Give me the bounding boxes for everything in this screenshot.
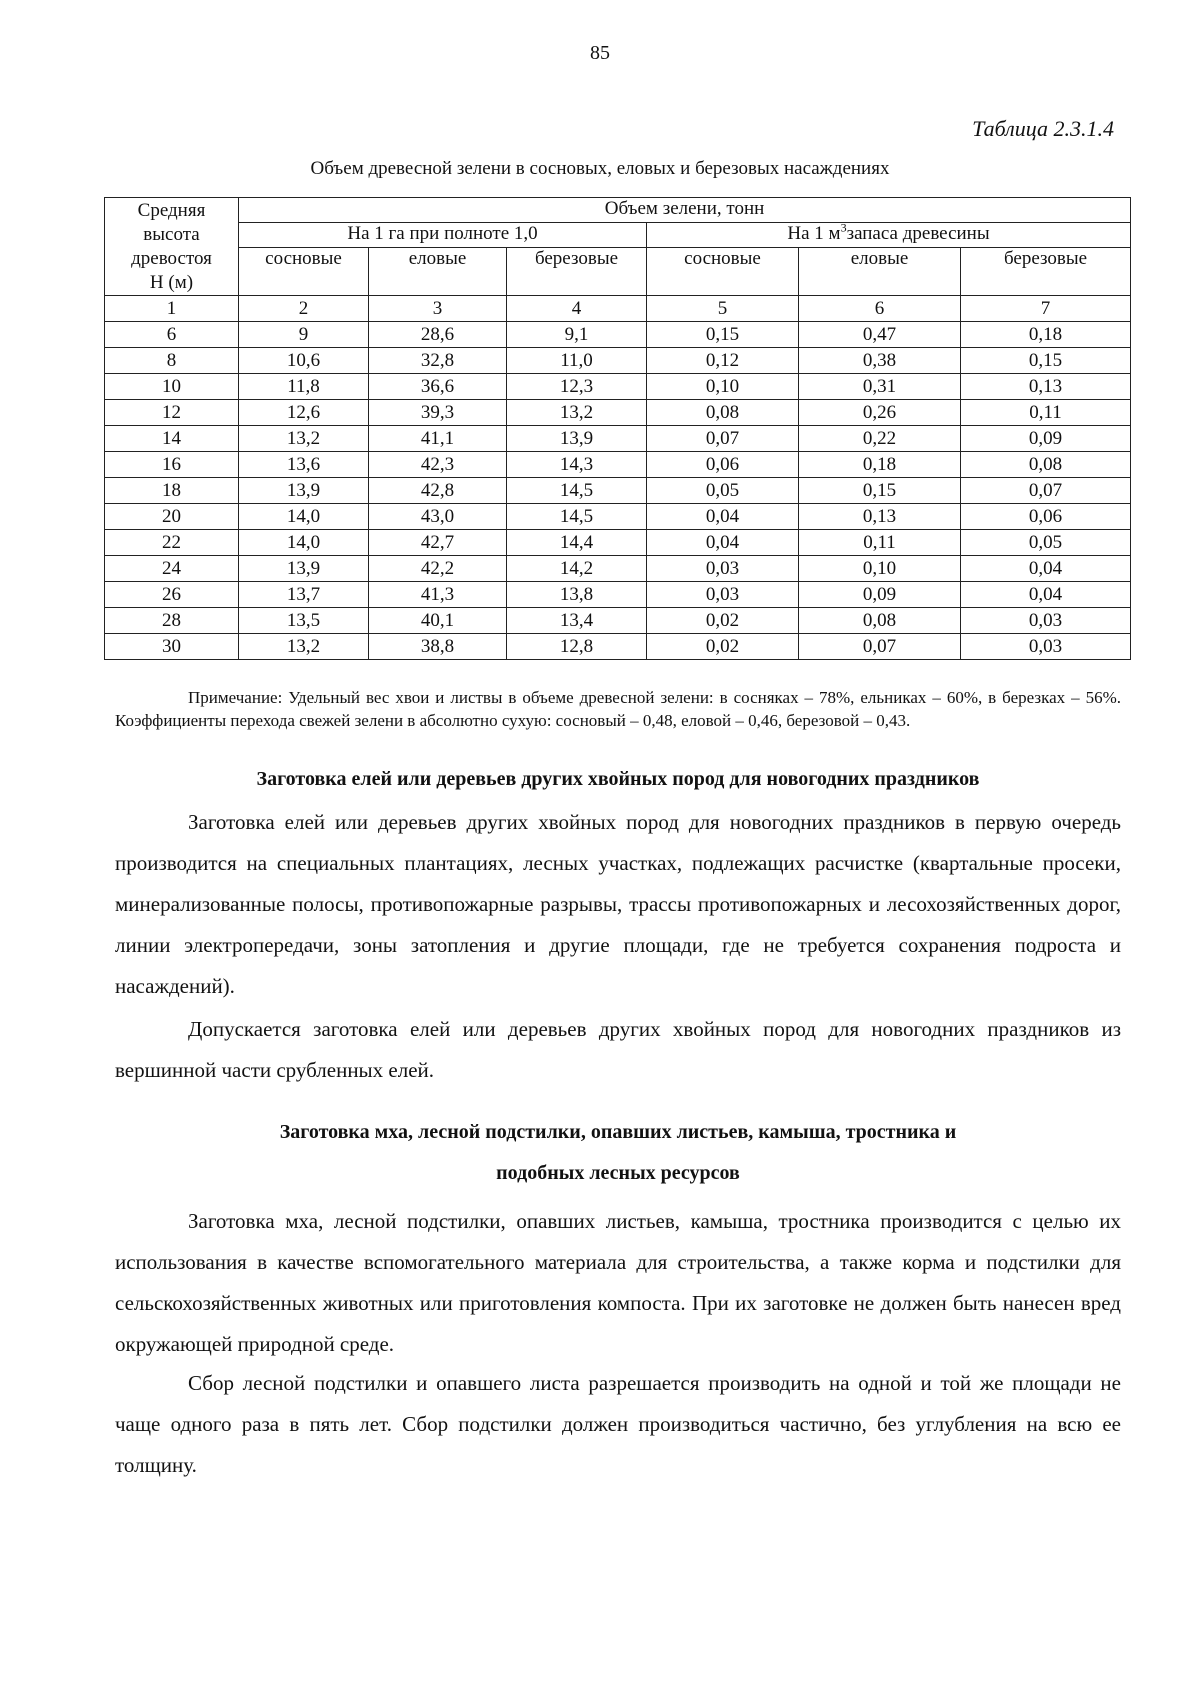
volume-cell: 0,05 xyxy=(647,478,799,504)
height-cell: 28 xyxy=(105,608,239,634)
volume-cell: 9,1 xyxy=(507,322,647,348)
volume-cell: 41,1 xyxy=(369,426,507,452)
header-per-hectare: На 1 га при полноте 1,0 xyxy=(239,223,647,248)
volume-cell: 42,2 xyxy=(369,556,507,582)
volume-cell: 14,2 xyxy=(507,556,647,582)
volume-cell: 0,04 xyxy=(961,556,1131,582)
volume-cell: 0,15 xyxy=(647,322,799,348)
height-cell: 18 xyxy=(105,478,239,504)
height-cell: 14 xyxy=(105,426,239,452)
table-caption: Объем древесной зелени в сосновых, еловых и березовых насаждениях xyxy=(310,158,890,179)
volume-cell: 13,9 xyxy=(239,556,369,582)
page-number: 85 xyxy=(590,42,610,64)
volume-cell: 14,5 xyxy=(507,478,647,504)
volume-cell: 43,0 xyxy=(369,504,507,530)
volume-cell: 14,3 xyxy=(507,452,647,478)
volume-cell: 0,13 xyxy=(961,374,1131,400)
volume-cell: 42,3 xyxy=(369,452,507,478)
volume-cell: 41,3 xyxy=(369,582,507,608)
volume-cell: 0,07 xyxy=(799,634,961,660)
height-cell: 24 xyxy=(105,556,239,582)
volume-cell: 0,07 xyxy=(961,478,1131,504)
table-row xyxy=(105,556,1131,582)
table-row xyxy=(105,426,1131,452)
volume-cell: 0,04 xyxy=(647,530,799,556)
volume-cell: 0,38 xyxy=(799,348,961,374)
height-cell: 22 xyxy=(105,530,239,556)
table-row xyxy=(105,322,1131,348)
table-row xyxy=(105,582,1131,608)
volume-cell: 0,03 xyxy=(961,634,1131,660)
header-per-cubic-meter xyxy=(647,220,1131,248)
table-row xyxy=(105,530,1131,556)
volume-cell: 0,11 xyxy=(961,400,1131,426)
volume-cell: 13,9 xyxy=(507,426,647,452)
volume-cell: 0,22 xyxy=(799,426,961,452)
cubic-superscript: 3 xyxy=(840,220,847,235)
section-heading-christmas-trees: Заготовка елей или деревьев других хвойных пород для новогодних праздников xyxy=(256,768,980,790)
header-per-cubic-meter-suffix: запаса древесины xyxy=(846,223,990,244)
height-cell: 30 xyxy=(105,634,239,660)
volume-cell: 14,0 xyxy=(239,530,369,556)
volume-cell: 0,06 xyxy=(647,452,799,478)
column-number: 5 xyxy=(647,296,799,322)
paragraph: Заготовка елей или деревьев других хвойных пород для новогодних праздников в первую очередь производится на специальных плантациях, лесных участках, подлежащих расчистке (квартальные просеки, минерализованные полосы, противопожарные разрывы, трассы противопожарных и лесохозяйственных дорог, линии электропередачи, зоны затопления и другие площади, где не требуется сохранения подроста и насаждений). xyxy=(115,810,1121,998)
volume-cell: 0,07 xyxy=(647,426,799,452)
volume-cell: 0,03 xyxy=(647,582,799,608)
height-cell: 26 xyxy=(105,582,239,608)
paragraph: Сбор лесной подстилки и опавшего листа разрешается производить на одной и той же площади не чаще одного раза в пять лет. Сбор подстилки должен производиться частично, без углубления на всю ее толщину. xyxy=(115,1371,1121,1477)
volume-cell: 9 xyxy=(239,322,369,348)
volume-cell: 0,31 xyxy=(799,374,961,400)
volume-cell: 0,05 xyxy=(961,530,1131,556)
section-heading-line: подобных лесных ресурсов xyxy=(496,1162,740,1184)
table-row xyxy=(105,608,1131,634)
volume-cell: 0,18 xyxy=(799,452,961,478)
volume-cell: 42,7 xyxy=(369,530,507,556)
table-row xyxy=(105,374,1131,400)
header-height-line: древостоя xyxy=(131,248,212,269)
section-heading-moss-litter xyxy=(115,1112,1121,1194)
section-heading-line: Заготовка мха, лесной подстилки, опавших листьев, камыша, тростника и xyxy=(279,1121,957,1143)
volume-cell: 0,10 xyxy=(647,374,799,400)
volume-cell: 0,08 xyxy=(961,452,1131,478)
header-height-line: Средняя xyxy=(137,200,206,221)
volume-cell: 11,8 xyxy=(239,374,369,400)
height-cell: 16 xyxy=(105,452,239,478)
table-row xyxy=(105,634,1131,660)
column-number: 2 xyxy=(239,296,369,322)
volume-cell: 0,47 xyxy=(799,322,961,348)
volume-cell: 0,03 xyxy=(647,556,799,582)
column-number-row xyxy=(105,296,1131,322)
header-species: березовые xyxy=(507,248,647,296)
header-per-cubic-meter-prefix: На 1 м xyxy=(787,223,841,244)
column-number: 4 xyxy=(507,296,647,322)
table-row xyxy=(105,452,1131,478)
column-number: 6 xyxy=(799,296,961,322)
column-number: 1 xyxy=(105,296,239,322)
height-cell: 8 xyxy=(105,348,239,374)
header-species: сосновые xyxy=(647,248,799,296)
table-header-row-2 xyxy=(105,223,1131,248)
volume-cell: 0,10 xyxy=(799,556,961,582)
volume-cell: 0,04 xyxy=(647,504,799,530)
volume-cell: 0,08 xyxy=(799,608,961,634)
table-header-row-3 xyxy=(105,248,1131,296)
volume-cell: 0,15 xyxy=(799,478,961,504)
paragraph: Заготовка мха, лесной подстилки, опавших листьев, камыша, тростника производится с целью их использования в качестве вспомогательного материала для строительства, а также корма и подстилки для сельскохозяйственных животных или приготовления компоста. При их заготовке не должен быть нанесен вред окружающей природной среде. xyxy=(115,1209,1121,1356)
volume-cell: 0,12 xyxy=(647,348,799,374)
volume-cell: 32,8 xyxy=(369,348,507,374)
header-height-line: Н (м) xyxy=(149,272,194,293)
height-cell: 6 xyxy=(105,322,239,348)
header-volume-group: Объем зелени, тонн xyxy=(239,198,1131,223)
table-row xyxy=(105,348,1131,374)
table-body xyxy=(105,322,1131,660)
volume-cell: 38,8 xyxy=(369,634,507,660)
volume-cell: 13,8 xyxy=(507,582,647,608)
volume-cell: 12,3 xyxy=(507,374,647,400)
volume-cell: 0,26 xyxy=(799,400,961,426)
volume-cell: 36,6 xyxy=(369,374,507,400)
height-cell: 12 xyxy=(105,400,239,426)
volume-cell: 40,1 xyxy=(369,608,507,634)
volume-cell: 13,2 xyxy=(507,400,647,426)
volume-cell: 14,0 xyxy=(239,504,369,530)
volume-cell: 0,02 xyxy=(647,608,799,634)
volume-cell: 0,06 xyxy=(961,504,1131,530)
volume-cell: 12,6 xyxy=(239,400,369,426)
volume-cell: 13,7 xyxy=(239,582,369,608)
height-cell: 20 xyxy=(105,504,239,530)
column-number: 7 xyxy=(961,296,1131,322)
table-note: Примечание: Удельный вес хвои и листвы в объеме древесной зелени: в сосняках – 78%, ельниках – 60%, в березках – 56%. Коэффициенты перехода свежей зелени в абсолютно сухую: сосновый – 0,48, еловой – 0,46, березовой – 0,43. xyxy=(115,688,1121,730)
volume-cell: 13,5 xyxy=(239,608,369,634)
volume-cell: 0,18 xyxy=(961,322,1131,348)
volume-cell: 13,6 xyxy=(239,452,369,478)
header-species: еловые xyxy=(799,248,961,296)
volume-cell: 12,8 xyxy=(507,634,647,660)
volume-cell: 0,09 xyxy=(961,426,1131,452)
volume-cell: 0,11 xyxy=(799,530,961,556)
table-label: Таблица 2.3.1.4 xyxy=(972,116,1114,141)
volume-cell: 28,6 xyxy=(369,322,507,348)
volume-cell: 39,3 xyxy=(369,400,507,426)
table-row xyxy=(105,504,1131,530)
height-cell: 10 xyxy=(105,374,239,400)
volume-cell: 0,08 xyxy=(647,400,799,426)
header-height-line: высота xyxy=(143,224,200,245)
volume-cell: 11,0 xyxy=(507,348,647,374)
volume-cell: 13,2 xyxy=(239,634,369,660)
header-height-cell xyxy=(105,198,239,296)
table-row xyxy=(105,400,1131,426)
volume-cell: 10,6 xyxy=(239,348,369,374)
volume-cell: 0,09 xyxy=(799,582,961,608)
table-row xyxy=(105,478,1131,504)
volume-cell: 0,02 xyxy=(647,634,799,660)
header-species: березовые xyxy=(961,248,1131,296)
volume-cell: 14,5 xyxy=(507,504,647,530)
volume-cell: 0,13 xyxy=(799,504,961,530)
volume-cell: 13,2 xyxy=(239,426,369,452)
column-number: 3 xyxy=(369,296,507,322)
volume-cell: 0,04 xyxy=(961,582,1131,608)
paragraph: Допускается заготовка елей или деревьев других хвойных пород для новогодних праздников из вершинной части срубленных елей. xyxy=(115,1017,1121,1082)
volume-cell: 13,9 xyxy=(239,478,369,504)
header-species: еловые xyxy=(369,248,507,296)
volume-cell: 0,03 xyxy=(961,608,1131,634)
table-header-row-1 xyxy=(105,198,1131,223)
volume-cell: 42,8 xyxy=(369,478,507,504)
volume-cell: 14,4 xyxy=(507,530,647,556)
volume-cell: 13,4 xyxy=(507,608,647,634)
volume-cell: 0,15 xyxy=(961,348,1131,374)
wood-greenery-table xyxy=(104,197,1131,660)
header-species: сосновые xyxy=(239,248,369,296)
